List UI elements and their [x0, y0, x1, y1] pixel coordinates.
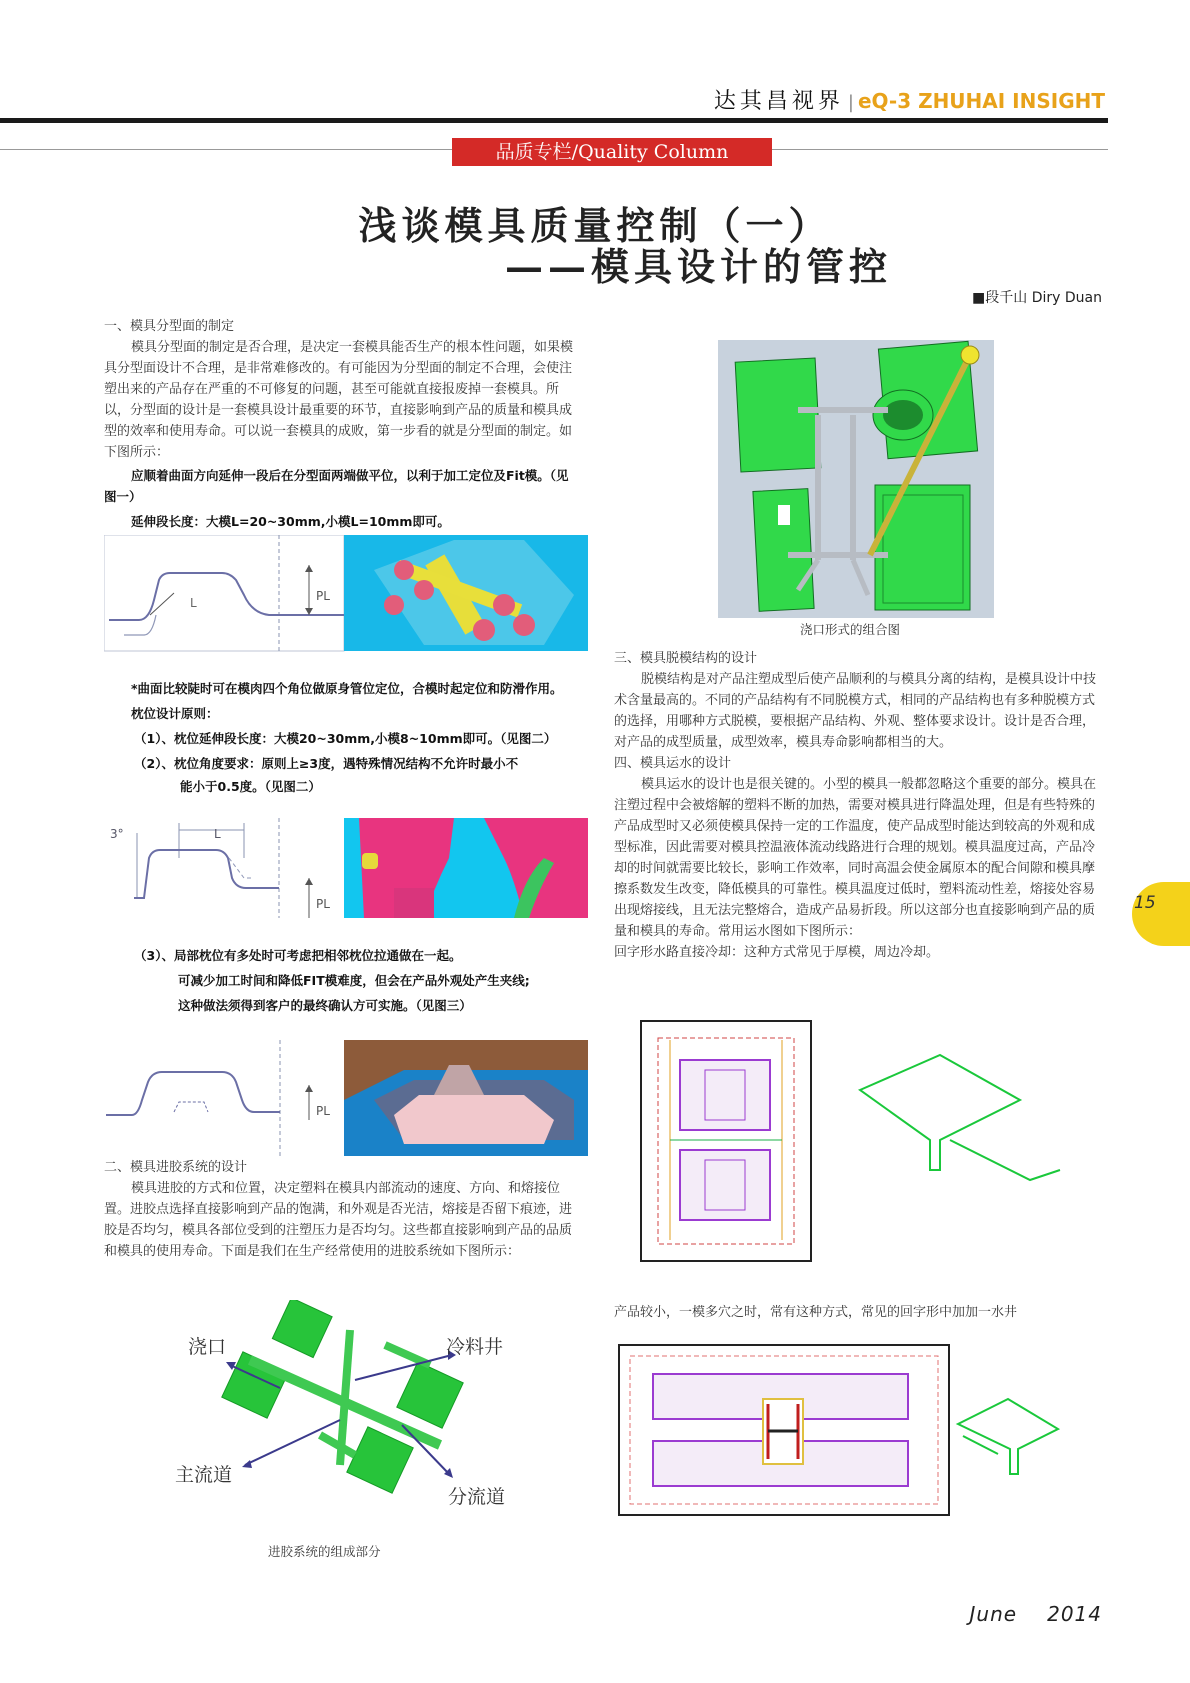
figure-1 — [104, 535, 588, 653]
figure-2 — [104, 818, 588, 918]
section-1-heading: 一、模具分型面的制定 — [104, 319, 235, 334]
section-1-notes-2 — [104, 945, 594, 1016]
section-4-heading: 四、模具运水的设计 — [614, 756, 732, 771]
fig3-label-PL: PL — [316, 1104, 330, 1118]
fig1-label-PL: PL — [316, 589, 330, 603]
author-byline: ■段千山 Diry Duan — [972, 290, 1102, 306]
runner-caption: 进胶系统的组成部分 — [268, 1544, 381, 1559]
gate-combination-figure — [718, 340, 994, 618]
figure-3 — [104, 1040, 588, 1156]
page-number: 15 — [1134, 893, 1156, 913]
water-circuit-note-2-block — [614, 1302, 1102, 1323]
section-2 — [104, 1157, 580, 1262]
section-3-4 — [614, 648, 1102, 963]
header-separator: | — [847, 92, 854, 113]
legend-branch-runner: 分流道 — [448, 1486, 506, 1508]
fig2-label-3deg: 3° — [110, 827, 124, 841]
fig2-label-L: L — [214, 827, 221, 841]
note-pillow-angle: （2）、枕位角度要求：原则上≥3度，遇特殊情况结构不允许时最小不 — [134, 756, 519, 771]
footer-year: 2014 — [1047, 1602, 1102, 1626]
footer-month: June — [969, 1602, 1018, 1626]
page-number-tab — [1132, 882, 1190, 946]
water-circuit-figure-2 — [618, 1344, 1068, 1516]
section-3-body: 脱模结构是对产品注塑成型后使产品顺利的与模具分离的结构，是模具设计中技术含量最高的。不同的产品结构有不同脱模方式，相同的产品结构也有多种脱模方式的选择，用哪种方式脱模，要根据产品结构、外观、整体要求设计。设计是否合理，对产品的成型质量，成型效率，模具寿命影响都相当的大。 — [614, 672, 1097, 750]
water-circuit-note-2: 产品较小，一模多穴之时，常有这种方式，常见的回字形中加加一水井 — [614, 1305, 1018, 1320]
fig1-label-L: L — [190, 596, 197, 610]
note-pillow-principle: 枕位设计原则： — [131, 706, 219, 721]
note-join-pillows-confirm: 这种做法须得到客户的最终确认方可实施。（见图三） — [178, 998, 472, 1013]
section-3-heading: 三、模具脱模结构的设计 — [614, 651, 758, 666]
rule-extension: 应顺着曲面方向延伸一段后在分型面两端做平位，以利于加工定位及Fit模。（见图一） — [104, 468, 569, 504]
water-circuit-note-1: 回字形水路直接冷却：这种方式常见于厚模，周边冷却。 — [614, 945, 940, 960]
gate-caption: 浇口形式的组合图 — [800, 622, 901, 637]
section-2-heading: 二、模具进胶系统的设计 — [104, 1160, 248, 1175]
rule-extension-length: 延伸段长度：大模L=20~30mm,小模L=10mm即可。 — [131, 514, 450, 529]
note-pillow-length: （1）、枕位延伸段长度：大模20~30mm,小模8~10mm即可。（见图二） — [134, 731, 557, 746]
water-circuit-figure-1 — [640, 1020, 1082, 1262]
article-subtitle: ——模具设计的管控 — [505, 244, 893, 289]
footer-date — [970, 1602, 1102, 1626]
section-4-body: 模具运水的设计也是很关键的。小型的模具一般都忽略这个重要的部分。模具在注塑过程中会被熔解的塑料不断的加热，需要对模具进行降温处理，但是有些特殊的产品成型时又必须使模具保持一定的工作温度，使产品成型时能达到较高的外观和成型标准，因此需要对模具控温液体流动线路进行合理的规划。模具温度过高，产品冷却的时间就需要比较长，影响工作效率，同时高温会使金属原本的配合间隙和模具摩擦系数发生改变，降低模具的可靠性。模具温度过低时，塑料流动性差，熔接处容易出现熔接线，且无法完整熔合，造成产品易折段。所以这部分也直接影响到产品的质量和模具的寿命。常用运水图如下图所示： — [614, 777, 1097, 939]
section-1-notes — [104, 678, 580, 797]
legend-cold-well: 冷料井 — [446, 1336, 504, 1358]
section-1-body: 模具分型面的制定是否合理，是决定一套模具能否生产的根本性问题，如果模具分型面设计不合理，是非常难修改的。有可能因为分型面的制定不合理，会使注塑出来的产品存在严重的不可修复的问题，甚至可能就直接报废掉一套模具。所以，分型面的设计是一套模具设计最重要的环节，直接影响到产品的质量和模具成型的效率和使用寿命。可以说一套模具的成败，第一步看的就是分型面的制定。如下图所示： — [104, 340, 574, 460]
legend-gate: 浇口 — [188, 1336, 227, 1358]
article-title: 浅谈模具质量控制（一） — [358, 203, 832, 248]
note-join-pillows-detail: 可减少加工时间和降低FIT模难度，但会在产品外观处产生夹线; — [178, 973, 530, 988]
legend-main-runner: 主流道 — [175, 1464, 233, 1486]
note-join-pillows: （3）、局部枕位有多处时可考虑把相邻枕位拉通做在一起。 — [134, 948, 462, 963]
section-1 — [104, 316, 580, 532]
magazine-name-en: eQ-3 ZHUHAI INSIGHT — [857, 89, 1105, 113]
column-banner: 品质专栏/Quality Column — [452, 138, 772, 166]
magazine-name-cn: 达其昌视界 — [713, 89, 844, 114]
fig2-label-PL: PL — [316, 897, 330, 911]
note-steep-surface: *曲面比较陡时可在模肉四个角位做原身管位定位，合模时起定位和防滑作用。 — [131, 681, 563, 696]
header-rule — [0, 118, 1108, 123]
magazine-header — [714, 84, 1105, 115]
section-2-body: 模具进胶的方式和位置，决定塑料在模具内部流动的速度、方向、和熔接位置。进胶点选择直接影响到产品的饱满，和外观是否光洁，熔接是否留下痕迹，进胶是否均匀，模具各部位受到的注塑压力是否均匀。这些都直接影响到产品的品质和模具的使用寿命。下面是我们在生产经常使用的进胶系统如下图所示： — [104, 1181, 573, 1259]
note-pillow-angle-cont: 能小于0.5度。（见图二） — [180, 779, 321, 794]
